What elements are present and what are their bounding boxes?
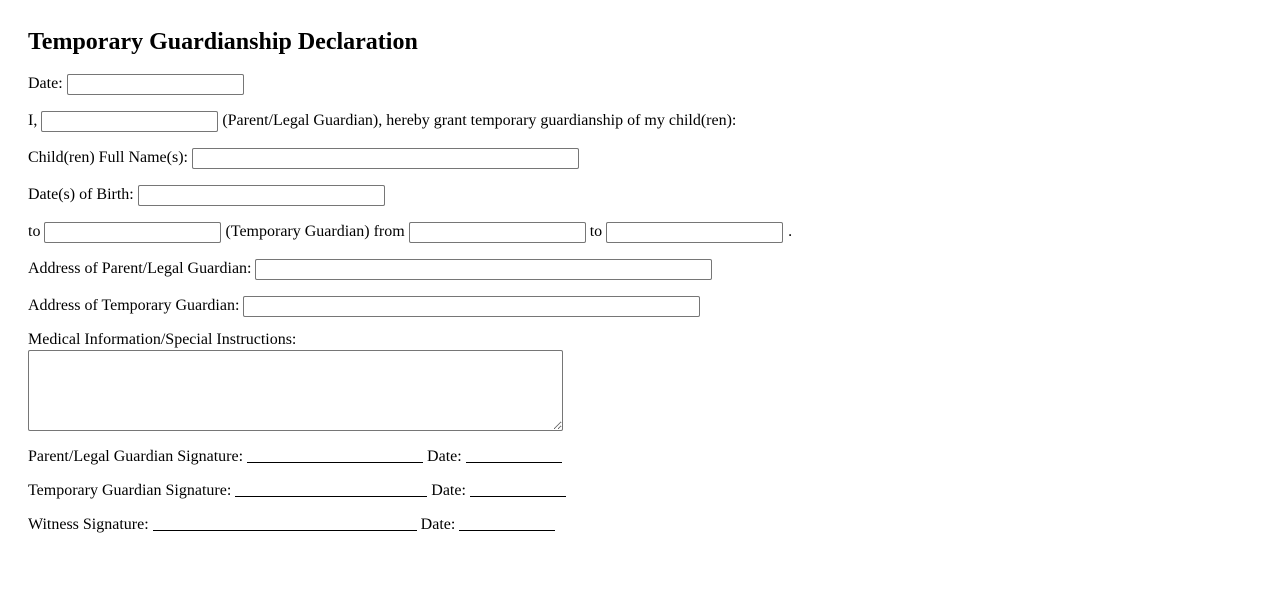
date-row — [28, 73, 1278, 95]
medical-row — [28, 331, 1278, 349]
dob-row — [28, 184, 1278, 206]
date-input[interactable] — [67, 74, 244, 95]
to-date-label: to — [589, 223, 603, 240]
to-date-input[interactable] — [606, 222, 783, 243]
guardian-signature-label: Temporary Guardian Signature: — [28, 482, 232, 499]
dob-input[interactable] — [138, 185, 385, 206]
children-names-input[interactable] — [192, 148, 579, 169]
witness-signature-row — [28, 514, 1278, 534]
address-guardian-input[interactable] — [243, 296, 700, 317]
parent-date-label: Date: — [427, 448, 462, 465]
temporary-guardian-input[interactable] — [44, 222, 221, 243]
children-row — [28, 147, 1278, 169]
children-label: Child(ren) Full Name(s): — [28, 149, 188, 166]
medical-textarea[interactable] — [28, 350, 563, 431]
period: . — [788, 223, 793, 240]
grant-row — [28, 110, 1278, 132]
parent-signature-row — [28, 446, 1278, 466]
parent-signature-label: Parent/Legal Guardian Signature: — [28, 448, 244, 465]
guardian-date-line[interactable] — [470, 480, 566, 497]
guardian-signature-line[interactable] — [235, 480, 427, 497]
witness-signature-line[interactable] — [153, 514, 417, 531]
address-parent-input[interactable] — [255, 259, 712, 280]
address-guardian-label: Address of Temporary Guardian: — [28, 297, 240, 314]
witness-date-line[interactable] — [459, 514, 555, 531]
medical-label: Medical Information/Special Instructions: — [28, 331, 297, 348]
witness-signature-label: Witness Signature: — [28, 516, 149, 533]
grant-suffix: (Parent/Legal Guardian), hereby grant temporary guardianship of my child(ren): — [222, 112, 737, 129]
from-label: (Temporary Guardian) from — [225, 223, 405, 240]
guardian-signature-row — [28, 480, 1278, 500]
address-guardian-row — [28, 295, 1278, 317]
date-label: Date: — [28, 75, 63, 92]
grant-prefix: I, — [28, 112, 38, 129]
page-title: Temporary Guardianship Declaration — [28, 29, 418, 55]
dob-label: Date(s) of Birth: — [28, 186, 134, 203]
guardian-date-label: Date: — [431, 482, 466, 499]
address-parent-label: Address of Parent/Legal Guardian: — [28, 260, 252, 277]
to-label: to — [28, 223, 41, 240]
guardian-row — [28, 221, 1278, 243]
parent-date-line[interactable] — [466, 446, 562, 463]
witness-date-label: Date: — [420, 516, 456, 533]
address-parent-row — [28, 258, 1278, 280]
parent-name-input[interactable] — [41, 111, 218, 132]
parent-signature-line[interactable] — [247, 446, 423, 463]
from-date-input[interactable] — [409, 222, 586, 243]
